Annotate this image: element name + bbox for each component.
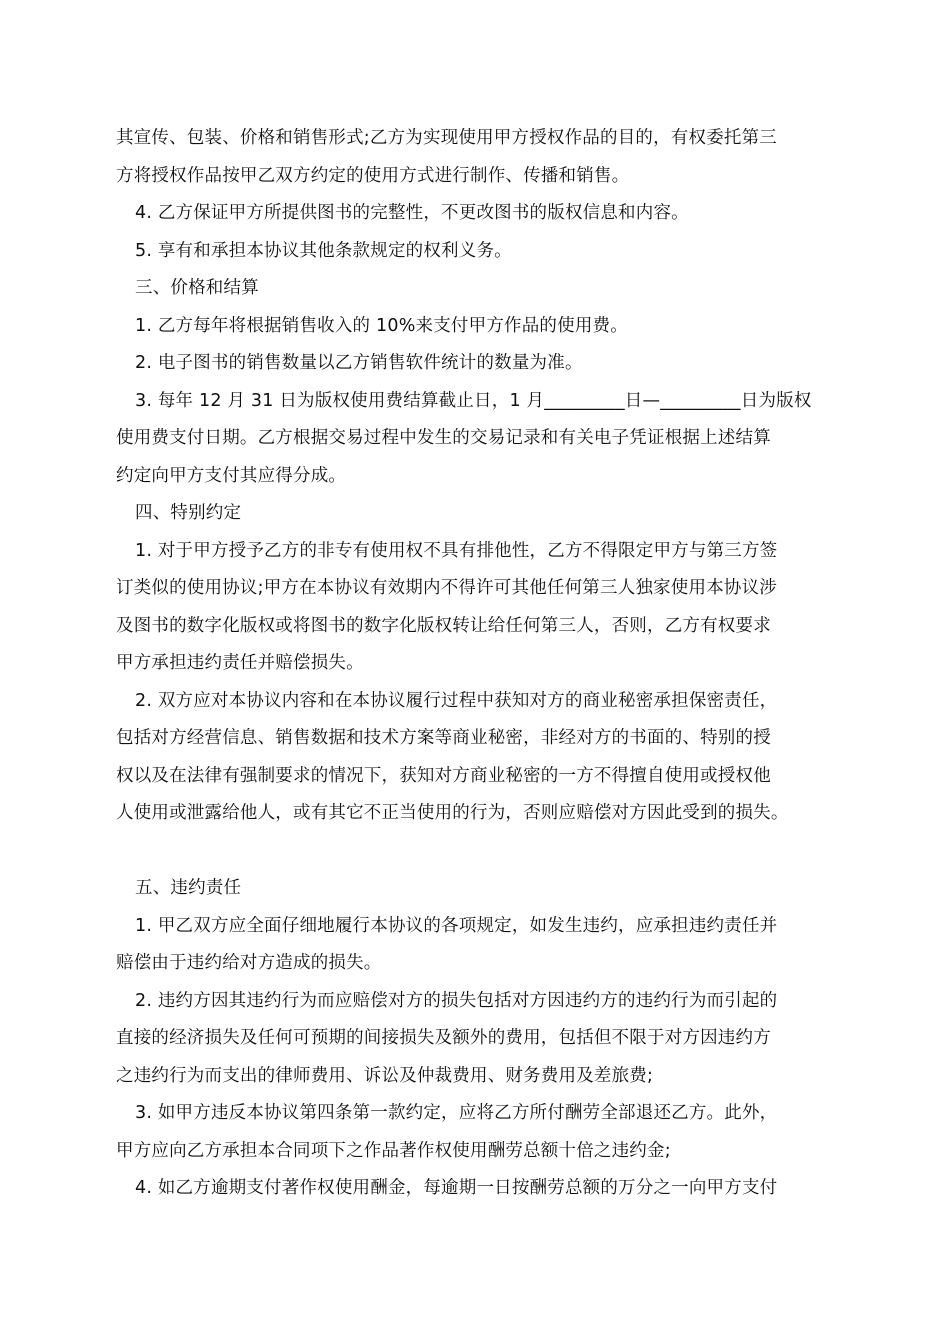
list-item: 3. 如甲方违反本协议第四条第一款约定，应将乙方所付酬劳全部退还乙方。此外， (135, 1103, 778, 1123)
list-item: 4. 如乙方逾期支付著作权使用酬金，每逾期一日按酬劳总额的万分之一向甲方支付 (135, 1178, 778, 1198)
text-line: 方将授权作品按甲乙双方约定的使用方式进行制作、传播和销售。 (116, 165, 630, 186)
document-body (116, 120, 856, 1208)
list-item: 2. 双方应对本协议内容和在本协议履行过程中获知对方的商业秘密承担保密责任， (135, 690, 778, 711)
text-line: 直接的经济损失及任何可预期的间接损失及额外的费用，包括但不限于对方因违约方 (116, 1028, 771, 1048)
text-line: 包括对方经营信息、销售数据和技术方案等商业秘密，非经对方的书面的、特别的授 (116, 728, 771, 748)
section-heading: 五、违约责任 (135, 878, 242, 898)
list-item: 4. 乙方保证甲方所提供图书的完整性，不更改图书的版权信息和内容。 (135, 203, 689, 223)
text-line: 及图书的数字化版权或将图书的数字化版权转让给任何第三人，否则，乙方有权要求 (116, 615, 771, 636)
list-item: 2. 电子图书的销售数量以乙方销售软件统计的数量为准。 (135, 353, 583, 373)
section-heading: 四、特别约定 (135, 503, 242, 523)
text-line: 使用费支付日期。乙方根据交易过程中发生的交易记录和有关电子凭证根据上述结算 (116, 428, 771, 448)
text-line: 订类似的使用协议;甲方在本协议有效期内不得许可其他任何第三人独家使用本协议涉 (116, 578, 777, 598)
list-item: 2. 违约方因其违约行为而应赔偿对方的损失包括对方因违约方的违约行为而引起的 (135, 990, 778, 1011)
text-line: 甲方承担违约责任并赔偿损失。 (116, 653, 364, 673)
text-line: 甲方应向乙方承担本合同项下之作品著作权使用酬劳总额十倍之违约金; (116, 1140, 671, 1161)
list-item: 3. 每年 12 月 31 日为版权使用费结算截止日，1 月_________日—_________日为版权 (135, 390, 812, 411)
paragraph-spacer (116, 833, 856, 871)
text-line: 约定向甲方支付其应得分成。 (116, 465, 347, 486)
text-line: 人使用或泄露给他人，或有其它不正当使用的行为，否则应赔偿对方因此受到的损失。 (116, 803, 789, 823)
list-item: 1. 甲乙双方应全面仔细地履行本协议的各项规定，如发生违约，应承担违约责任并 (135, 915, 778, 936)
section-heading: 三、价格和结算 (135, 278, 259, 298)
text-line: 之违约行为而支出的律师费用、诉讼及仲裁费用、财务费用及差旅费; (116, 1065, 654, 1086)
text-line: 权以及在法律有强制要求的情况下，获知对方商业秘密的一方不得擅自使用或授权他 (116, 765, 771, 786)
list-item: 5. 享有和承担本协议其他条款规定的权利义务。 (135, 240, 512, 261)
list-item: 1. 对于甲方授予乙方的非专有使用权不具有排他性，乙方不得限定甲方与第三方签 (135, 540, 778, 561)
text-line: 其宣传、包装、价格和销售形式;乙方为实现使用甲方授权作品的目的，有权委托第三 (116, 128, 777, 148)
text-line: 赔偿由于违约给对方造成的损失。 (116, 953, 382, 973)
list-item: 1. 乙方每年将根据销售收入的 10%来支付甲方作品的使用费。 (135, 315, 628, 336)
